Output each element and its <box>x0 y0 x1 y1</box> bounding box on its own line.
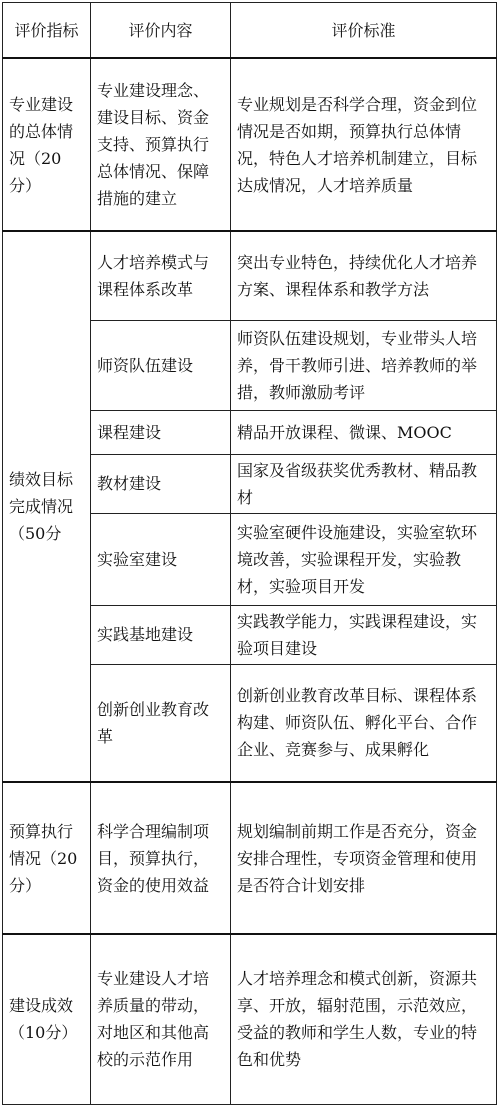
content-cell: 专业建设理念、建设目标、资金支持、预算执行总体情况、保障措施的建立 <box>91 58 231 231</box>
indicator-cell: 绩效目标完成情况（50分 <box>3 231 91 782</box>
content-cell: 课程建设 <box>91 410 231 454</box>
standard-cell: 实验室硬件设施建设，实验室软环境改善，实验课程开发，实验教材，实验项目开发 <box>231 513 497 605</box>
content-cell: 实践基地建设 <box>91 605 231 664</box>
header-content: 评价内容 <box>91 3 231 59</box>
content-cell: 科学合理编制项目，预算执行，资金的使用效益 <box>91 782 231 934</box>
content-cell: 人才培养模式与课程体系改革 <box>91 231 231 320</box>
standard-cell: 实践教学能力，实践课程建设，实验项目建设 <box>231 605 497 664</box>
standard-cell: 国家及省级获奖优秀教材、精品教材 <box>231 454 497 513</box>
header-indicator: 评价指标 <box>3 3 91 59</box>
table-row <box>3 934 497 1104</box>
indicator-cell: 建设成效（10分） <box>3 934 91 1104</box>
content-cell: 师资队伍建设 <box>91 320 231 410</box>
content-cell: 专业建设人才培养质量的带动，对地区和其他高校的示范作用 <box>91 934 231 1104</box>
standard-cell: 规划编制前期工作是否充分，资金安排合理性，专项资金管理和使用是否符合计划安排 <box>231 782 497 934</box>
standard-cell: 精品开放课程、微课、MOOC <box>231 410 497 454</box>
table-row <box>3 231 497 320</box>
indicator-cell: 预算执行情况（20分） <box>3 782 91 934</box>
standard-cell: 突出专业特色，持续优化人才培养方案、课程体系和教学方法 <box>231 231 497 320</box>
header-row <box>3 3 497 59</box>
table-row <box>3 58 497 231</box>
indicator-cell: 专业建设的总体情况（20分） <box>3 58 91 231</box>
table-row <box>3 782 497 934</box>
evaluation-table <box>2 2 497 1105</box>
content-cell: 教材建设 <box>91 454 231 513</box>
standard-cell: 师资队伍建设规划，专业带头人培养，骨干教师引进、培养教师的举措，教师激励考评 <box>231 320 497 410</box>
content-cell: 实验室建设 <box>91 513 231 605</box>
standard-cell: 创新创业教育改革目标、课程体系构建、师资队伍、孵化平台、合作企业、竞赛参与、成果孵化 <box>231 664 497 782</box>
standard-cell: 专业规划是否科学合理，资金到位情况是否如期，预算执行总体情况，特色人才培养机制建立，目标达成情况，人才培养质量 <box>231 58 497 231</box>
content-cell: 创新创业教育改革 <box>91 664 231 782</box>
standard-cell: 人才培养理念和模式创新，资源共享、开放，辐射范围，示范效应，受益的教师和学生人数，专业的特色和优势 <box>231 934 497 1104</box>
header-standard: 评价标准 <box>231 3 497 59</box>
